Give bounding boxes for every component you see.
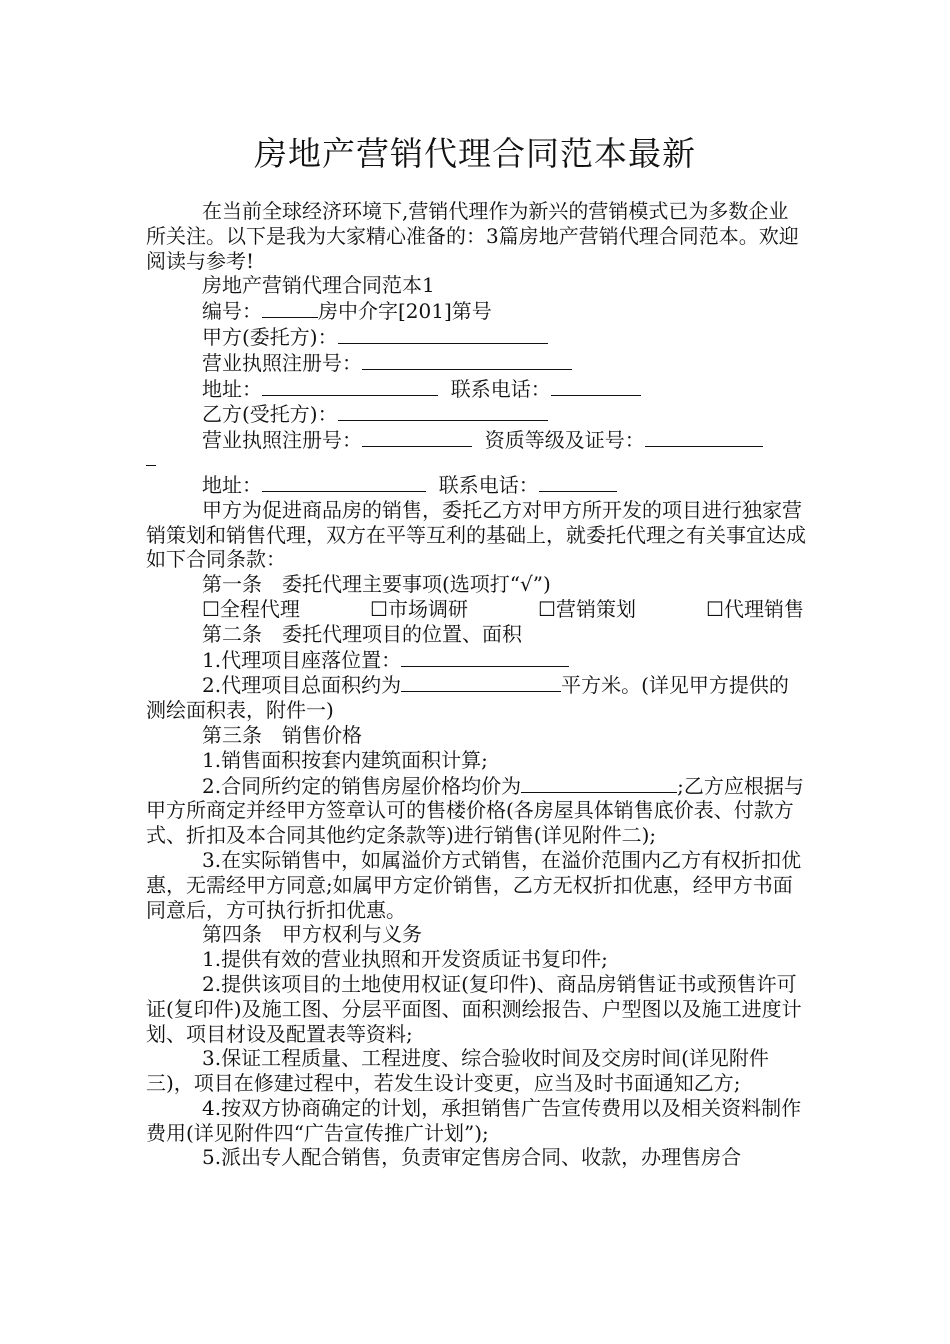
- document-title: 房地产营销代理合同范本最新: [254, 134, 696, 173]
- license-a-blank: [362, 350, 572, 370]
- item-text: 1.代理项目座落位置：: [202, 647, 402, 672]
- party-b-label: 乙方(受托方)：: [202, 402, 338, 427]
- intro-paragraph: 在当前全球经济环境下,营销代理作为新兴的营销模式已为多数企业所关注。以下是我为大家精心准备的：3篇房地产营销代理合同范本。欢迎阅读与参考!: [146, 199, 799, 273]
- qualification-blank-continued: [146, 453, 156, 466]
- license-b-line: [146, 427, 808, 453]
- article-3-item-1: 1.销售面积按套内建筑面积计算;: [202, 747, 488, 772]
- article-2-item-1: [146, 647, 808, 673]
- area-blank: [401, 672, 561, 692]
- item-text-continued: ;乙方应根据与甲方所商定并经甲方签章认可的售楼价格(各房屋具体销售底价表、付款方式、折扣及本合同其他约定条款等)进行销售(详见附件二);: [146, 773, 804, 848]
- license-a-label: 营业执照注册号：: [202, 350, 362, 375]
- number-rest: 房中介字[201]第号: [318, 299, 492, 324]
- address-b-line: [146, 472, 808, 498]
- party-a-label: 甲方(委托方)：: [202, 324, 338, 349]
- qualification-label: 资质等级及证号：: [484, 428, 645, 453]
- option-market-research: ☐市场调研: [370, 596, 468, 621]
- address-b-label: 地址：: [202, 472, 262, 497]
- phone-a-label: 联系电话：: [450, 376, 551, 401]
- phone-a-blank: [551, 376, 641, 396]
- phone-b-blank: [539, 472, 617, 492]
- number-blank: [262, 298, 318, 318]
- article-4-item-1: 1.提供有效的营业执照和开发资质证书复印件;: [202, 947, 608, 972]
- item-text: 2.合同所约定的销售房屋价格均价为: [202, 773, 522, 798]
- party-b-blank: [338, 401, 548, 421]
- location-blank: [401, 647, 569, 667]
- agency-options: [146, 597, 808, 622]
- license-b-label: 营业执照注册号：: [202, 428, 362, 453]
- item-text-continued: 平方米。(详见甲方提供的测绘面积表，附件一): [146, 673, 789, 723]
- number-label: 编号：: [202, 299, 262, 324]
- article-2-item-2: [146, 672, 808, 723]
- article-3-item-2: [146, 773, 808, 848]
- article-3-heading: 第三条 销售价格: [202, 722, 362, 747]
- address-a-line: [146, 376, 808, 402]
- document-body: [146, 199, 808, 1170]
- address-b-blank: [262, 472, 426, 492]
- sample-title: 房地产营销代理合同范本1: [202, 273, 435, 298]
- article-4-heading: 第四条 甲方权利与义务: [202, 922, 422, 947]
- article-3-item-3: 3.在实际销售中，如属溢价方式销售，在溢价范围内乙方有权折扣优惠，无需经甲方同意;如属甲方定价销售，乙方无权折扣优惠，经甲方书面同意后，方可执行折扣优惠。: [146, 847, 802, 922]
- price-blank: [521, 773, 677, 793]
- article-4-item-2: 2.提供该项目的土地使用权证(复印件)、商品房销售证书或预售许可证(复印件)及施工图、分层平面图、面积测绘报告、户型图以及施工进度计划、项目材设及配置表等资料;: [146, 971, 802, 1046]
- option-sales-agency: ☐代理销售: [706, 596, 804, 621]
- option-full-agency: ☐全程代理: [202, 596, 300, 621]
- phone-b-label: 联系电话：: [438, 472, 539, 497]
- article-4-item-4: 4.按双方协商确定的计划，承担销售广告宣传费用以及相关资料制作费用(详见附件四“广告宣传推广计划”);: [146, 1095, 802, 1145]
- article-1-heading: 第一条 委托代理主要事项(选项打“√”): [202, 572, 551, 597]
- qualification-blank: [645, 427, 763, 447]
- item-text: 2.代理项目总面积约为: [202, 673, 402, 698]
- license-b-blank: [362, 427, 472, 447]
- option-marketing-plan: ☐营销策划: [538, 596, 636, 621]
- address-a-blank: [262, 376, 438, 396]
- party-a-line: [146, 324, 808, 350]
- article-4-item-3: 3.保证工程质量、工程进度、综合验收时间及交房时间(详见附件三)，项目在修建过程中，若发生设计变更，应当及时书面通知乙方;: [146, 1046, 769, 1096]
- license-a-line: [146, 350, 808, 376]
- article-2-heading: 第二条 委托代理项目的位置、面积: [202, 621, 522, 646]
- party-a-blank: [338, 324, 548, 344]
- address-a-label: 地址：: [202, 376, 262, 401]
- preamble-paragraph: 甲方为促进商品房的销售，委托乙方对甲方所开发的项目进行独家营销策划和销售代理，双方在平等互利的基础上，就委托代理之有关事宜达成如下合同条款：: [146, 497, 806, 572]
- article-4-item-5: 5.派出专人配合销售，负责审定售房合同、收款，办理售房合: [202, 1145, 742, 1170]
- party-b-line: [146, 401, 808, 427]
- contract-number-line: [146, 298, 808, 324]
